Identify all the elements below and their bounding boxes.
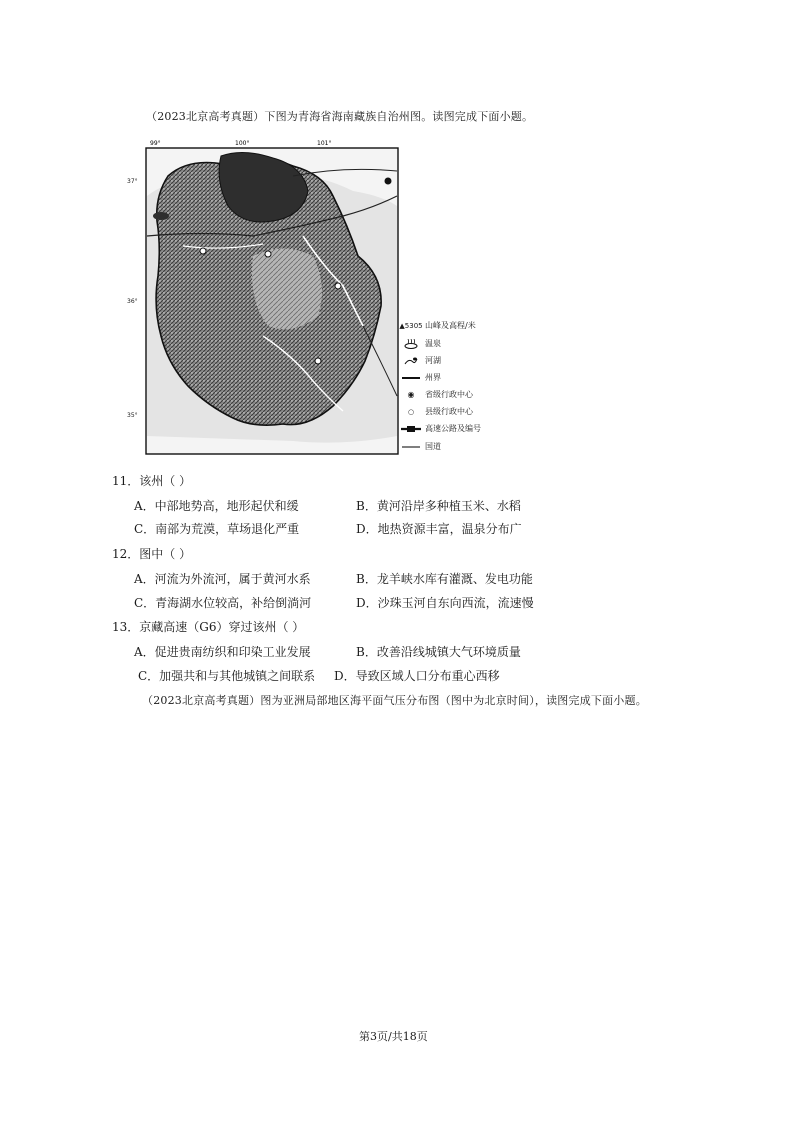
lat-tick: 36° xyxy=(127,298,138,305)
question-11-option-c: C．南部为荒漠，草场退化严重 xyxy=(134,522,300,536)
legend-item-expressway xyxy=(400,423,481,434)
expressway-icon xyxy=(400,425,422,433)
page-footer: 第3页/共18页 xyxy=(359,1030,428,1043)
lon-tick: 99° xyxy=(150,140,161,147)
legend-item-provincial xyxy=(400,389,473,400)
prefecture-boundary-icon xyxy=(400,375,422,381)
provincial-center-icon: ◉ xyxy=(407,390,415,399)
question-12-option-d: D．沙珠玉河自东向西流，流速慢 xyxy=(356,596,534,610)
legend-label: 高速公路及编号 xyxy=(425,424,481,433)
legend-label: 省级行政中心 xyxy=(425,390,473,399)
legend-item-national-road xyxy=(400,441,441,452)
legend-label: 州界 xyxy=(425,373,441,382)
small-lake xyxy=(153,212,169,220)
hainan-prefecture-map xyxy=(143,136,408,458)
question-13-option-a: A．促进贵南纺织和印染工业发展 xyxy=(134,645,311,659)
legend-label: 河湖 xyxy=(425,356,441,365)
county-center-icon: ○ xyxy=(407,407,415,416)
question-12-option-b: B．龙羊峡水库有灌溉、发电功能 xyxy=(356,572,533,586)
question-13-option-d: D．导致区域人口分布重心西移 xyxy=(334,669,500,683)
county-seat xyxy=(265,251,271,257)
central-basin xyxy=(252,249,322,330)
county-seat xyxy=(335,283,341,289)
question-11-option-b: B．黄河沿岸多种植玉米、水稻 xyxy=(356,499,521,513)
lon-tick: 101° xyxy=(317,140,332,147)
question-11-option-a: A．中部地势高，地形起伏和缓 xyxy=(134,499,299,513)
legend-label: 山峰及高程/米 xyxy=(425,321,476,330)
question-13-stem: 13．京藏高速（G6）穿过该州（ ） xyxy=(112,620,305,634)
question-13-option-b: B．改善沿线城镇大气环境质量 xyxy=(356,645,521,659)
legend-label: 国道 xyxy=(425,442,441,451)
legend-label: 温泉 xyxy=(425,339,441,348)
question-12-stem: 12．图中（ ） xyxy=(112,547,192,561)
county-seat xyxy=(315,358,321,364)
legend-item-boundary xyxy=(400,372,441,383)
mountain-peak-icon: ▲5305 xyxy=(399,321,423,330)
legend-item-county xyxy=(400,406,473,417)
intro-text-1: （2023北京高考真题）下图为青海省海南藏族自治州图。读图完成下面小题。 xyxy=(146,110,534,123)
lat-tick: 37° xyxy=(127,178,138,185)
river-lake-icon xyxy=(400,356,422,366)
question-11-option-d: D．地热资源丰富，温泉分布广 xyxy=(356,522,522,536)
question-12-option-c: C．青海湖水位较高，补给倒淌河 xyxy=(134,596,312,610)
intro-text-2: （2023北京高考真题）图为亚洲局部地区海平面气压分布图（图中为北京时间），读图完成下面小题。 xyxy=(142,694,647,707)
national-road-icon xyxy=(400,444,422,450)
legend-label: 县级行政中心 xyxy=(425,407,473,416)
provincial-center xyxy=(385,178,392,185)
legend-item-hot-spring xyxy=(400,338,441,349)
legend-item-river xyxy=(400,355,441,366)
question-12-option-a: A．河流为外流河，属于黄河水系 xyxy=(134,572,311,586)
lon-tick: 100° xyxy=(235,140,250,147)
lat-tick: 35° xyxy=(127,412,138,419)
hot-spring-icon xyxy=(400,339,422,349)
question-11-stem: 11．该州（ ） xyxy=(112,474,192,488)
county-seat xyxy=(200,248,206,254)
question-13-option-c: C．加强共和与其他城镇之间联系 xyxy=(138,669,316,683)
map-figure xyxy=(127,136,408,458)
legend-item-peak xyxy=(400,320,476,331)
